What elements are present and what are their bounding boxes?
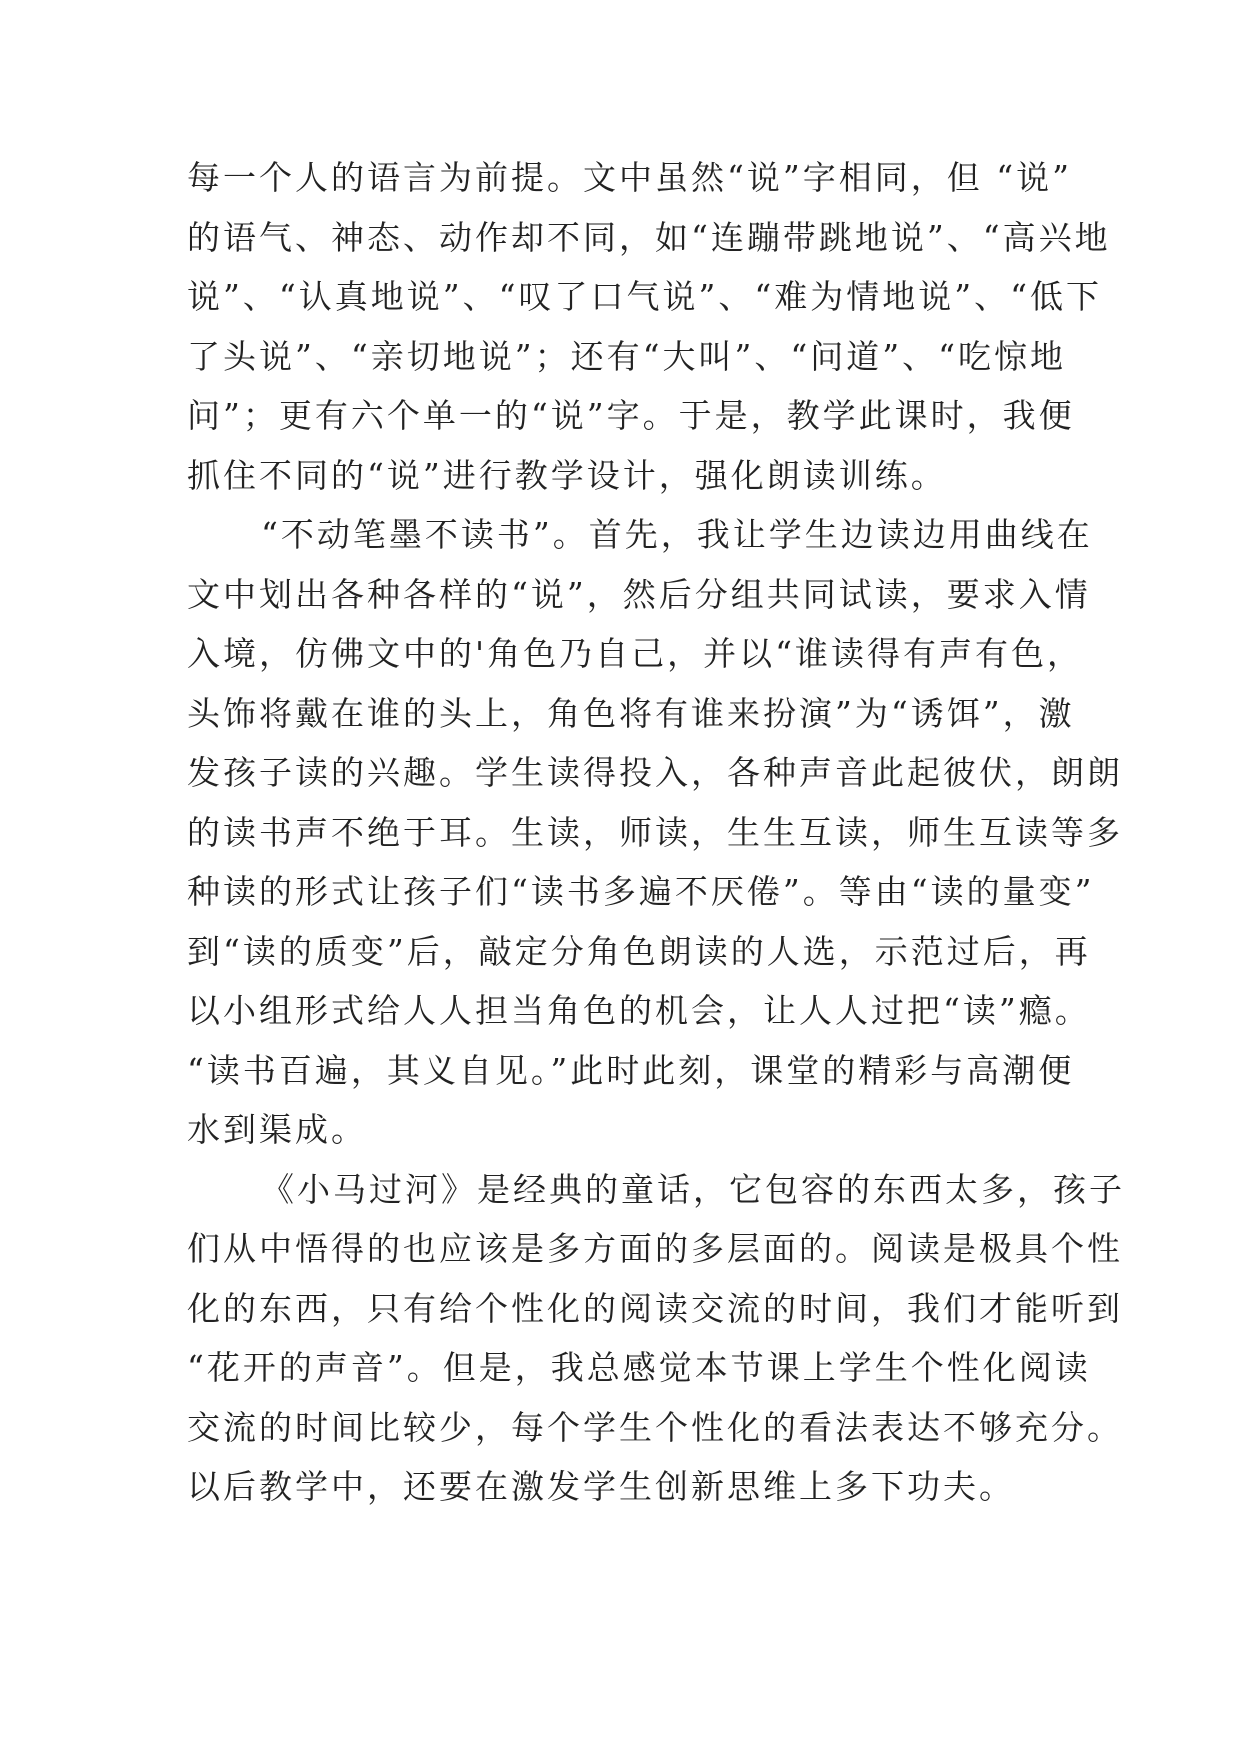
- text-line: 《小马过河》是经典的童话，它包容的东西太多，孩子: [261, 1169, 1125, 1209]
- text-line: 到“读的质变”后，敲定分角色朗读的人选，示范过后，再: [187, 931, 1091, 971]
- text-line: 了头说”、“亲切地说”；还有“大叫”、“问道”、“吃惊地: [187, 336, 1066, 376]
- text-line: 化的东西，只有给个性化的阅读交流的时间，我们才能听到: [187, 1288, 1123, 1328]
- text-line: 发孩子读的兴趣。学生读得投入，各种声音此起彼伏，朗朗: [187, 753, 1123, 792]
- text-line: 文中划出各种各样的“说”，然后分组共同试读，要求入情: [187, 574, 1091, 614]
- text-line: “读书百遍，其义自见。”此时此刻，课堂的精彩与高潮便: [187, 1050, 1075, 1090]
- text-line: 每一个人的语言为前提。文中虽然“说”字相同，但 “说”: [187, 158, 1072, 197]
- text-line: 水到渠成。: [187, 1110, 367, 1149]
- text-line: 入境，仿佛文中的'角色乃自己，并以“谁读得有声有色，: [187, 634, 1083, 673]
- text-line: 的语气、神态、动作却不同，如“连蹦带跳地说”、“高兴地: [187, 217, 1111, 257]
- paragraph-2: [187, 505, 1123, 1160]
- text-line: 抓住不同的“说”进行教学设计，强化朗读训练。: [187, 455, 947, 495]
- text-line: 头饰将戴在谁的头上，角色将有谁来扮演”为“诱饵”，激: [187, 693, 1075, 733]
- text-line: “花开的声音”。但是，我总感觉本节课上学生个性化阅读: [187, 1348, 1091, 1387]
- text-line: 说”、“认真地说”、“叹了口气说”、“难为情地说”、“低下: [187, 277, 1102, 316]
- paragraph-1: [187, 148, 1111, 505]
- paragraph-3: [187, 1160, 1125, 1517]
- document-body: [187, 148, 1125, 1517]
- text-line: 种读的形式让孩子们“读书多遍不厌倦”。等由“读的量变”: [187, 872, 1095, 911]
- text-line: 交流的时间比较少，每个学生个性化的看法表达不够充分。: [187, 1407, 1123, 1447]
- text-line: “不动笔墨不读书”。首先，我让学生边读边用曲线在: [261, 515, 1093, 554]
- text-line: 以小组形式给人人担当角色的机会，让人人过把“读”瘾。: [187, 991, 1091, 1030]
- text-line: 的读书声不绝于耳。生读，师读，生生互读，师生互读等多: [187, 812, 1123, 852]
- text-line: 以后教学中，还要在激发学生创新思维上多下功夫。: [187, 1467, 1015, 1506]
- text-line: 问”；更有六个单一的“说”字。于是，教学此课时，我便: [187, 396, 1075, 435]
- text-line: 们从中悟得的也应该是多方面的多层面的。阅读是极具个性: [187, 1229, 1123, 1268]
